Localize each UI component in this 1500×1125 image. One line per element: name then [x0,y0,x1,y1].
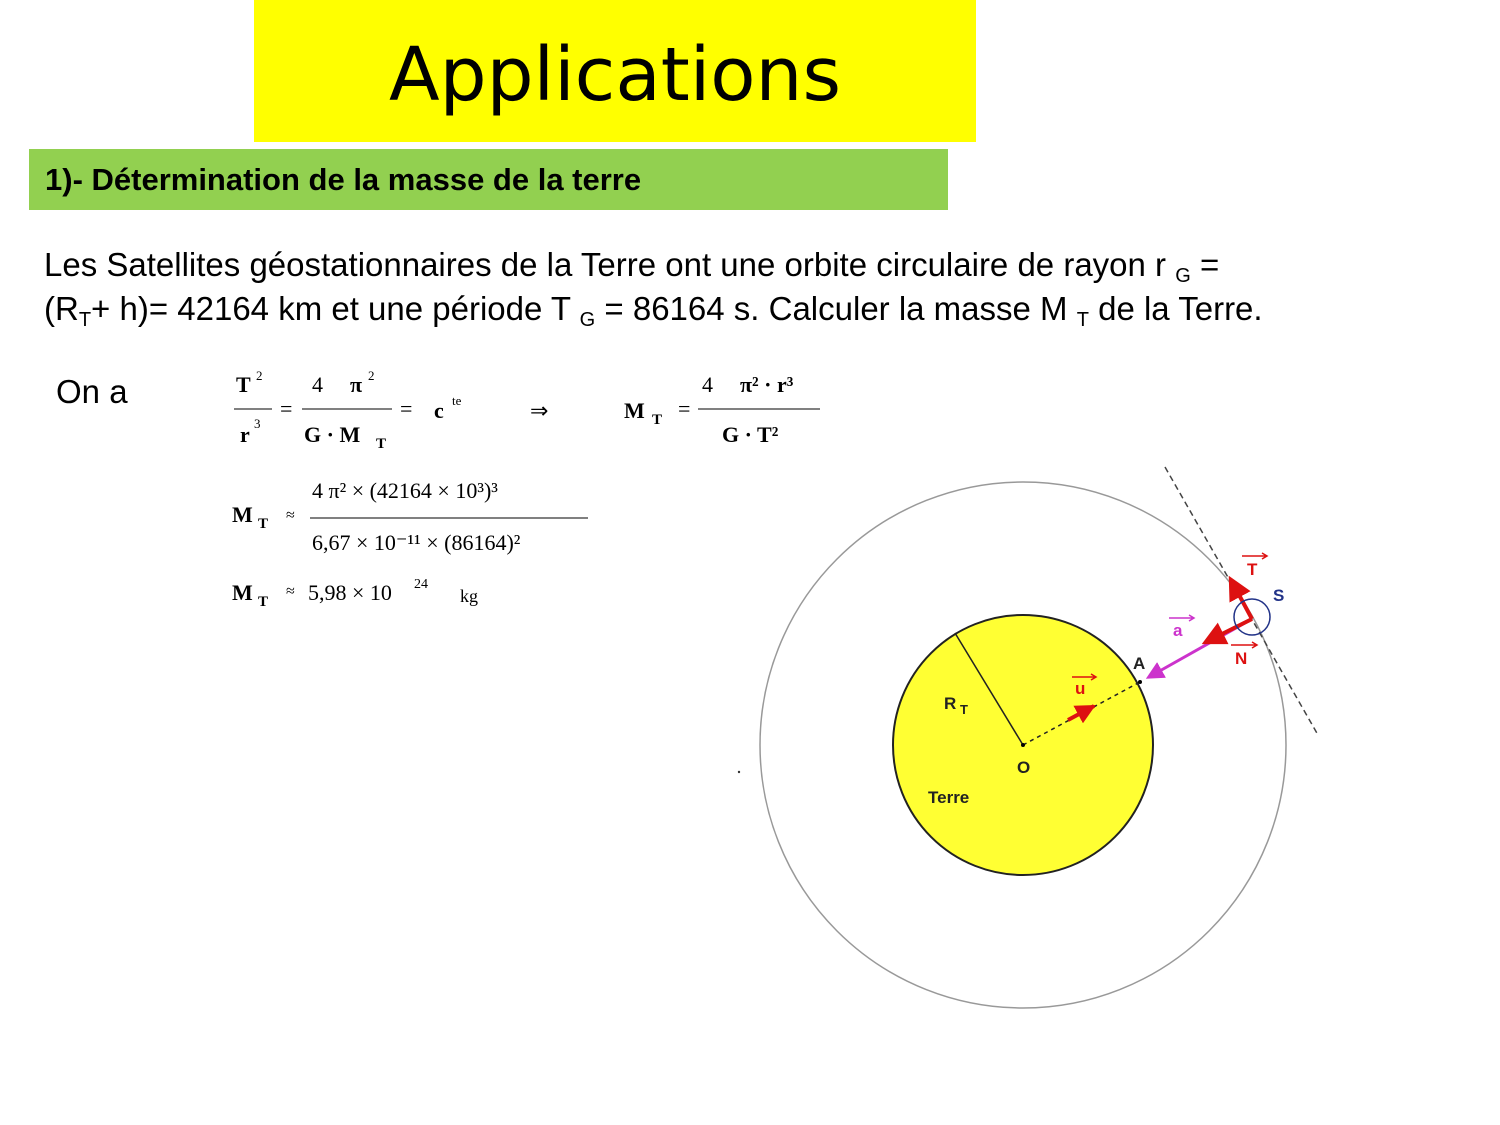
svg-text:T: T [258,594,269,610]
svg-text:T: T [258,516,269,532]
svg-text:kg: kg [460,586,478,606]
svg-text:≈: ≈ [286,507,295,524]
svg-text:T: T [960,702,968,717]
svg-text:M: M [624,398,645,423]
svg-text:5,98 × 10: 5,98 × 10 [308,580,392,605]
section-heading-bar [29,149,948,210]
svg-text:24: 24 [414,577,428,592]
section-heading: 1)- Détermination de la masse de la terre [45,161,642,197]
problem-statement [44,243,1484,331]
svg-text:M: M [232,580,253,605]
title-banner [254,0,976,142]
svg-text:π² · r³: π² · r³ [740,372,794,397]
problem-line-2: $(R_T+ h)= 42164$ km et une période T $_G$ = 86164 s. Calculer la masse M $_T$ de la Terre. [44,290,1263,331]
svg-text:2: 2 [256,368,263,383]
label-vec-N: N [1235,649,1248,668]
svg-text:⇒: ⇒ [530,398,549,423]
formula-T: T [236,372,251,397]
svg-text:≈: ≈ [286,583,295,600]
label-S: S [1273,586,1285,605]
svg-text:te: te [452,393,462,408]
svg-text:T: T [376,436,387,452]
label-Terre: Terre [928,788,970,807]
center-point [1021,743,1025,747]
problem-line-1: Les Satellites géostationnaires de la Terre ont une orbite circulaire de rayon r $_G$ = [44,246,1220,287]
label-A: A [1133,654,1146,673]
svg-text:2: 2 [368,368,375,383]
label-O: O [1017,758,1031,777]
svg-text:3: 3 [254,416,261,431]
label-vec-T: T [1247,560,1258,579]
svg-text:G · T²: G · T² [722,422,779,447]
svg-text:4 π² × (42164 × 10³)³: 4 π² × (42164 × 10³)³ [312,478,498,503]
svg-text:=: = [280,396,293,421]
vector-N-arrow [1206,619,1252,642]
label-vec-a: a [1173,621,1183,640]
svg-text:c: c [434,398,444,423]
svg-text:T: T [652,412,663,428]
svg-text:=: = [678,396,691,421]
svg-text:π: π [350,372,363,397]
orbit-diagram [700,455,1340,1025]
svg-text:M: M [232,502,253,527]
svg-text:=: = [400,396,413,421]
point-a [1138,680,1142,684]
svg-text:4: 4 [312,372,323,397]
label-vec-u: u [1075,679,1086,698]
svg-text:G · M: G · M [304,422,361,447]
slide-title: Applications [388,32,842,118]
svg-text:6,67 × 10⁻¹¹ × (86164)²: 6,67 × 10⁻¹¹ × (86164)² [312,530,521,555]
svg-text:4: 4 [702,372,713,397]
svg-text:r: r [240,422,250,447]
label-R: R [944,694,957,713]
on-a-label: On a [56,373,128,410]
